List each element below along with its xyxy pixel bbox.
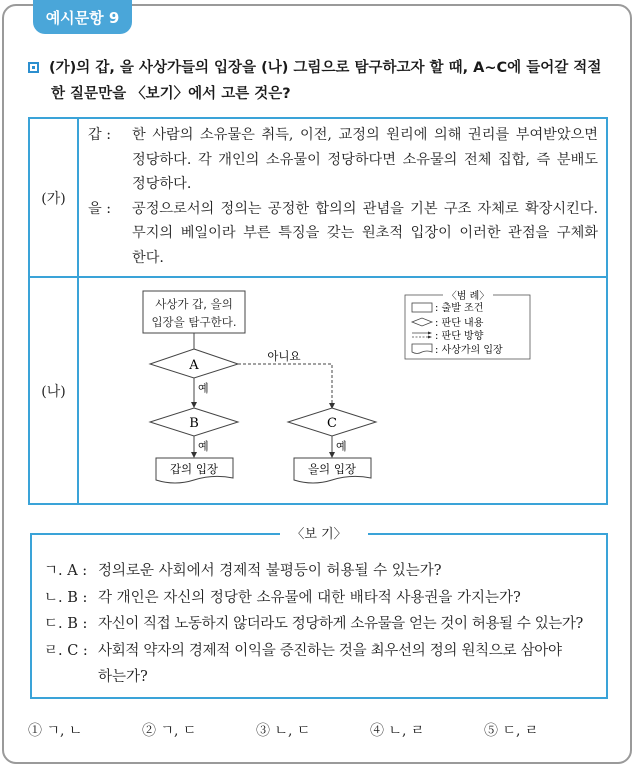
- no-label: 아니요: [267, 349, 301, 363]
- bogi-item: [44, 558, 604, 585]
- choice-3[interactable]: ③ ㄴ, ㄷ: [256, 723, 311, 739]
- choice-4[interactable]: ④ ㄴ, ㄹ: [370, 723, 425, 739]
- choice-2[interactable]: ② ㄱ, ㄷ: [142, 723, 197, 739]
- bogi-border-left: [30, 533, 32, 698]
- bogi-item-text: 정의로운 사회에서 경제적 불평등이 허용될 수 있는가?: [98, 563, 442, 579]
- bogi-item-label: ㄱ. A :: [44, 563, 88, 579]
- thinker-eul-label: 을 :: [88, 200, 111, 217]
- row-ga: [30, 119, 606, 278]
- legend-item: : 출발 조건: [435, 303, 484, 314]
- passage-line: 정당하다. 각 개인의 소유물이 정당하다면 소유물의 전체 집합, 즉 분배도: [132, 151, 598, 168]
- legend-title: 〈범 례〉: [446, 291, 490, 302]
- bogi-list: [44, 558, 604, 691]
- bogi-item-label: ㄹ. C :: [44, 642, 88, 659]
- decision-a-label: A: [189, 358, 199, 373]
- legend-item: : 판단 방향: [435, 331, 484, 342]
- bogi-item-label: ㄴ. B :: [44, 589, 88, 606]
- thinker-gap-label: 갑 :: [88, 127, 111, 143]
- bogi-item-text: 하는가?: [98, 669, 148, 685]
- bogi-item-text: 사회적 약자의 경제적 이익을 증진하는 것을 최우선의 정의 원칙으로 삼아야: [98, 642, 562, 659]
- bogi-border-right: [606, 533, 608, 698]
- question-tag: 예시문항 9: [33, 0, 132, 34]
- bogi-title: 〈보 기〉: [291, 527, 347, 542]
- bogi-border-top-right: [368, 533, 608, 535]
- flowchart-svg: [78, 278, 606, 503]
- result-gap-text: 갑의 입장: [169, 462, 219, 476]
- bogi-item: [44, 585, 604, 612]
- question-line-1: (가)의 갑, 을 사상가들의 입장을 (나) 그림으로 탐구하고자 할 때, A~C에 들어갈 적절: [49, 60, 602, 76]
- passage-table: [28, 117, 608, 505]
- bogi-item-text: 각 개인은 자신의 정당한 소유물에 대한 배타적 사용권을 가지는가?: [98, 589, 521, 606]
- thinker-eul-passage: [88, 197, 598, 271]
- bogi-border-bottom: [30, 697, 608, 699]
- bogi-item: [44, 611, 604, 638]
- passage-text: [88, 123, 598, 270]
- passage-line: 정당하다.: [132, 176, 192, 192]
- yes-b-label: 예: [198, 440, 209, 453]
- row-ga-label: (가): [30, 119, 79, 276]
- row-na-label: (나): [30, 278, 79, 503]
- passage-line: 공정으로서의 정의는 공정한 합의의 관념을 기본 구조 자체로 확장시킨다.: [132, 200, 598, 217]
- answer-choices: [28, 720, 628, 740]
- row-na: [30, 278, 606, 503]
- legend-item: : 사상가의 입장: [435, 345, 503, 356]
- decision-c-label: C: [327, 416, 337, 431]
- bogi-item-text: 자신이 직접 노동하지 않더라도 정당하게 소유물을 얻는 것이 허용될 수 있는가?: [98, 616, 583, 632]
- start-text-2: 입장을 탐구한다.: [151, 315, 237, 329]
- question-stem: [28, 55, 628, 107]
- flowchart: [78, 278, 606, 503]
- question-line-2: 한 질문만을 〈보기〉에서 고른 것은?: [51, 86, 291, 102]
- yes-c-label: 예: [336, 440, 347, 453]
- square-bullet-icon: [28, 62, 39, 73]
- legend-rect-icon: [412, 303, 432, 312]
- thinker-gap-passage: [88, 123, 598, 197]
- passage-line: 무지의 베일이라 부른 특징을 갖는 원초적 입장이 이러한 관점을 구체화: [132, 225, 598, 241]
- legend: [405, 289, 530, 359]
- start-text-1: 사상가 갑, 을의: [155, 297, 233, 311]
- bogi-item-label: ㄷ. B :: [44, 616, 88, 632]
- decision-b-label: B: [189, 416, 199, 431]
- passage-line: 한 사람의 소유물은 취득, 이전, 교정의 원리에 의해 권리를 부여받았으면: [132, 127, 598, 143]
- choice-1[interactable]: ① ㄱ, ㄴ: [28, 723, 83, 739]
- bogi-item: [44, 638, 604, 691]
- result-eul-text: 을의 입장: [307, 462, 357, 476]
- choice-5[interactable]: ⑤ ㄷ, ㄹ: [484, 723, 539, 739]
- legend-item: : 판단 내용: [435, 318, 484, 329]
- passage-line: 한다.: [132, 249, 164, 266]
- no-branch-arrow: [238, 364, 332, 408]
- yes-a-label: 예: [198, 382, 209, 395]
